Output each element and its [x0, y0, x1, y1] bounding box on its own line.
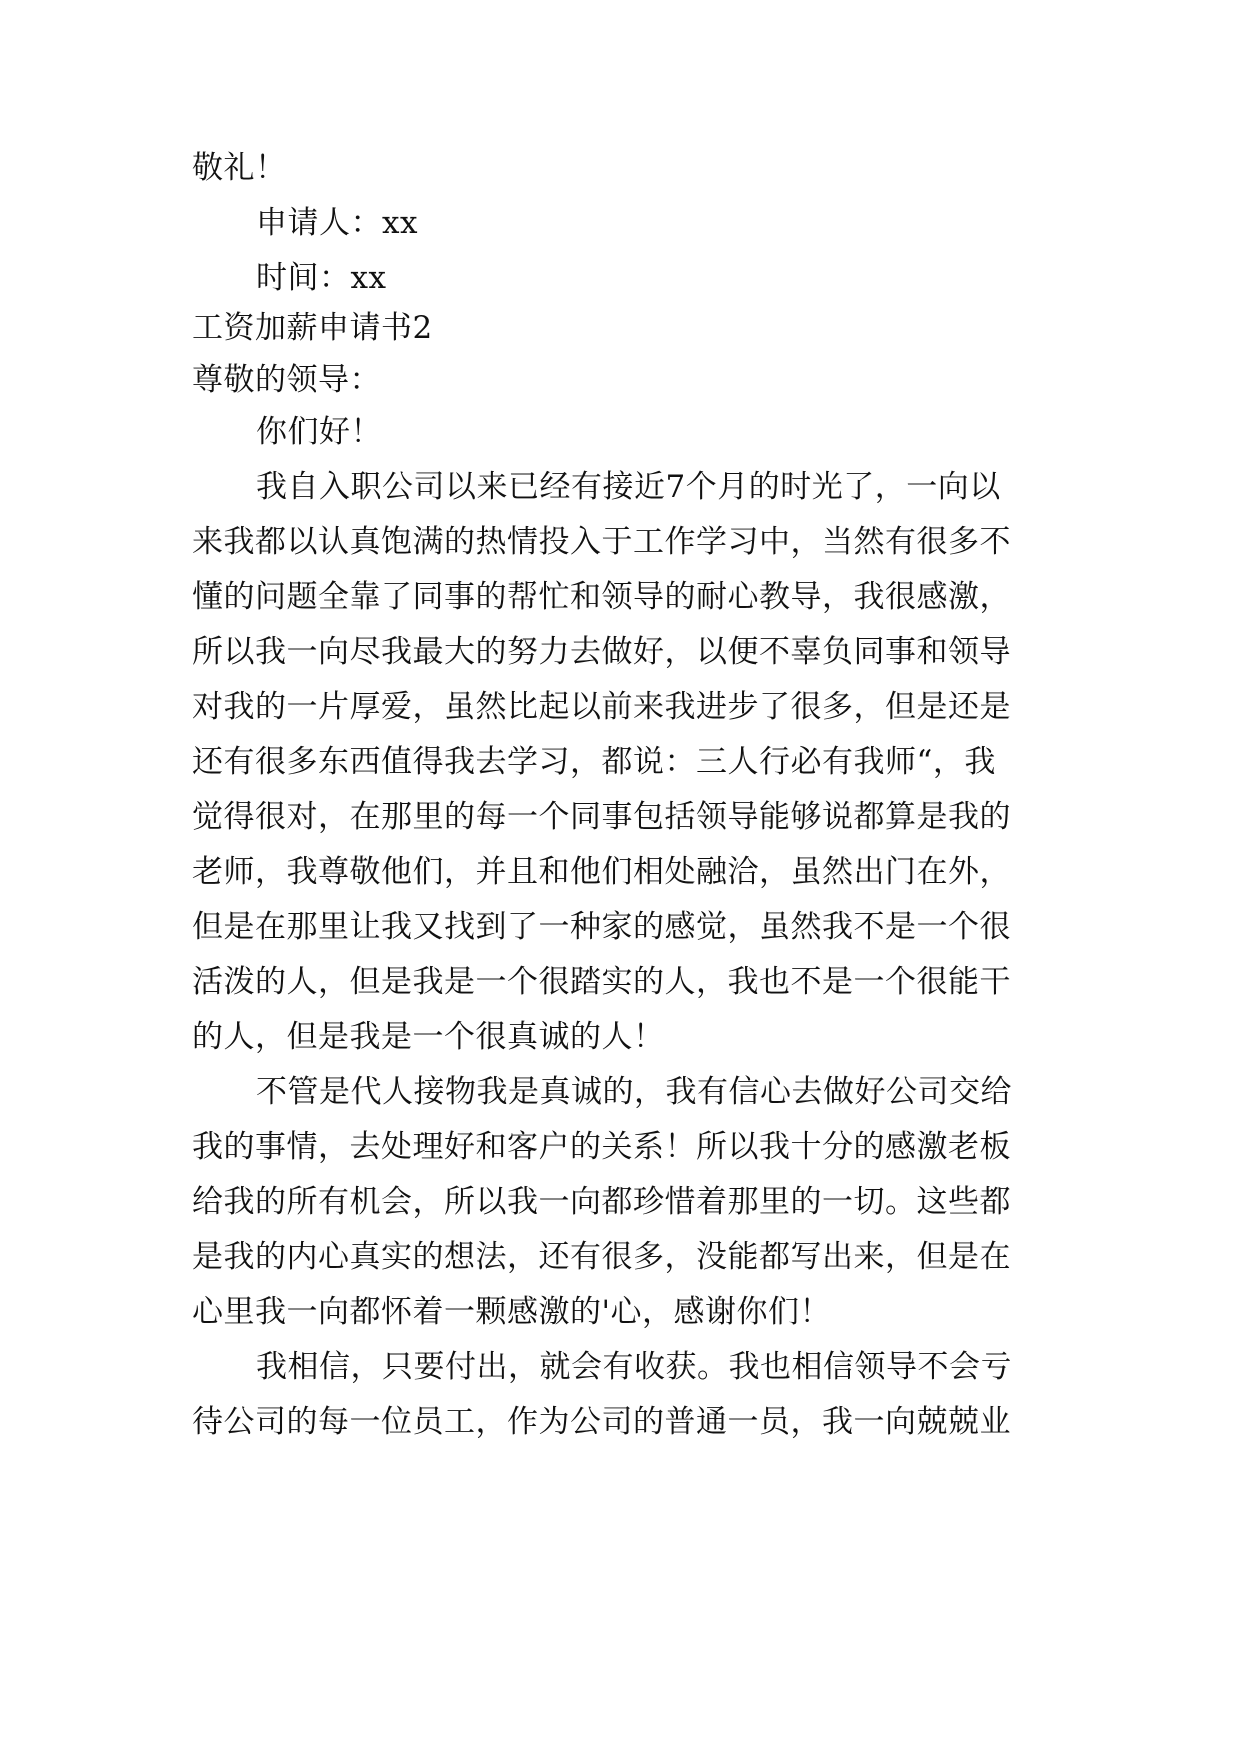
paragraph-line: 不管是代人接物我是真诚的，我有信心去做好公司交给	[256, 1074, 1012, 1110]
paragraph-line: 老师，我尊敬他们，并且和他们相处融洽，虽然出门在外，	[192, 854, 1011, 890]
paragraph-line: 还有很多东西值得我去学习，都说：三人行必有我师“，我	[192, 744, 996, 780]
paragraph-line: 是我的内心真实的想法，还有很多，没能都写出来，但是在	[192, 1239, 1011, 1275]
paragraph-line: 给我的所有机会，所以我一向都珍惜着那里的一切。这些都	[192, 1184, 1011, 1220]
paragraph-line: 的人，但是我是一个很真诚的人！	[192, 1019, 665, 1055]
paragraph-line: 待公司的每一位员工，作为公司的普通一员，我一向兢兢业	[192, 1404, 1011, 1440]
paragraph-line: 我自入职公司以来已经有接近7个月的时光了，一向以	[256, 469, 1001, 505]
paragraph-line: 我相信，只要付出，就会有收获。我也相信领导不会亏	[256, 1349, 1012, 1385]
paragraph-line: 对我的一片厚爱，虽然比起以前来我进步了很多，但是还是	[192, 689, 1011, 725]
recipient-line: 尊敬的领导：	[192, 362, 381, 398]
paragraph-line: 心里我一向都怀着一颗感激的'心，感谢你们！	[192, 1294, 832, 1330]
letter-title: 工资加薪申请书2	[192, 310, 433, 346]
paragraph-line: 所以我一向尽我最大的努力去做好，以便不辜负同事和领导	[192, 634, 1011, 670]
applicant-line: 申请人：xx	[256, 205, 418, 241]
date-line: 时间：xx	[256, 260, 387, 296]
paragraph-line: 但是在那里让我又找到了一种家的感觉，虽然我不是一个很	[192, 909, 1011, 945]
paragraph-line: 懂的问题全靠了同事的帮忙和领导的耐心教导，我很感激，	[192, 579, 1011, 615]
paragraph-line: 来我都以认真饱满的热情投入于工作学习中，当然有很多不	[192, 524, 1011, 560]
paragraph-line: 我的事情，去处理好和客户的关系！所以我十分的感激老板	[192, 1129, 1011, 1165]
paragraph-line: 觉得很对，在那里的每一个同事包括领导能够说都算是我的	[192, 799, 1011, 835]
greeting-line: 你们好！	[256, 414, 382, 450]
paragraph-line: 活泼的人，但是我是一个很踏实的人，我也不是一个很能干	[192, 964, 1011, 1000]
closing-salute: 敬礼！	[192, 150, 287, 186]
